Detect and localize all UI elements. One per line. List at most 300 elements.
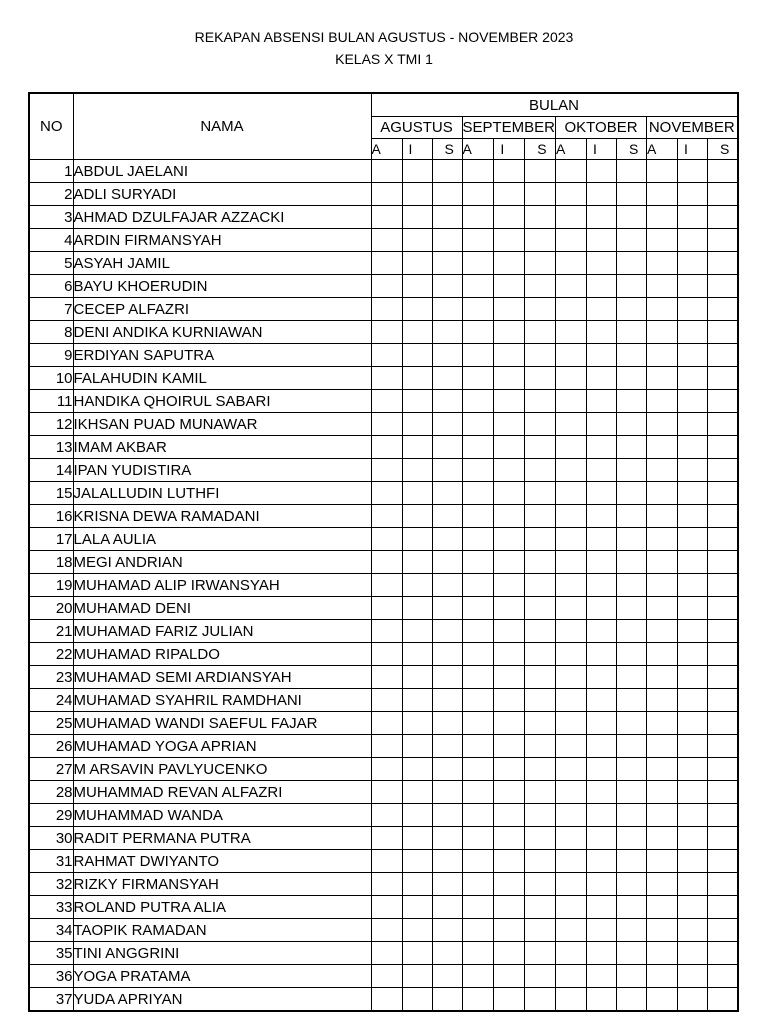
table-row [29, 758, 738, 781]
attendance-cell [525, 712, 556, 735]
row-number: 13 [29, 436, 73, 459]
attendance-cell [556, 735, 587, 758]
attendance-cell [678, 896, 708, 919]
attendance-cell [556, 942, 587, 965]
attendance-cell [432, 206, 462, 229]
attendance-cell [494, 252, 525, 275]
attendance-cell [556, 160, 587, 183]
table-row [29, 735, 738, 758]
attendance-cell [678, 321, 708, 344]
attendance-cell [647, 390, 678, 413]
attendance-cell [525, 896, 556, 919]
row-number: 16 [29, 505, 73, 528]
student-name: MUHAMAD SEMI ARDIANSYAH [73, 666, 371, 689]
attendance-cell [494, 965, 525, 988]
table-row [29, 988, 738, 1012]
row-number: 32 [29, 873, 73, 896]
attendance-cell [617, 735, 647, 758]
attendance-cell [617, 781, 647, 804]
attendance-cell [678, 850, 708, 873]
row-number: 23 [29, 666, 73, 689]
attendance-cell [371, 919, 402, 942]
attendance-cell [556, 275, 587, 298]
attendance-cell [494, 758, 525, 781]
attendance-cell [525, 942, 556, 965]
row-number: 11 [29, 390, 73, 413]
attendance-cell [678, 344, 708, 367]
attendance-cell [402, 252, 432, 275]
attendance-cell [494, 620, 525, 643]
attendance-cell [587, 712, 617, 735]
attendance-cell [462, 436, 494, 459]
row-number: 12 [29, 413, 73, 436]
attendance-cell [462, 229, 494, 252]
attendance-cell [708, 942, 738, 965]
attendance-cell [708, 712, 738, 735]
attendance-cell [587, 229, 617, 252]
attendance-cell [525, 252, 556, 275]
attendance-cell [432, 988, 462, 1012]
attendance-cell [462, 528, 494, 551]
row-number: 9 [29, 344, 73, 367]
attendance-cell [678, 160, 708, 183]
attendance-cell [587, 298, 617, 321]
row-number: 35 [29, 942, 73, 965]
attendance-cell [462, 597, 494, 620]
table-row [29, 436, 738, 459]
attendance-cell [525, 965, 556, 988]
attendance-cell [617, 505, 647, 528]
attendance-cell [587, 919, 617, 942]
attendance-cell [432, 505, 462, 528]
attendance-cell [587, 827, 617, 850]
attendance-cell [525, 597, 556, 620]
subheader-oktober-s: S [617, 139, 647, 160]
attendance-cell [462, 620, 494, 643]
attendance-cell [678, 919, 708, 942]
attendance-cell [647, 896, 678, 919]
attendance-cell [462, 942, 494, 965]
attendance-cell [647, 252, 678, 275]
attendance-cell [617, 620, 647, 643]
table-row [29, 390, 738, 413]
attendance-cell [525, 436, 556, 459]
attendance-cell [556, 896, 587, 919]
attendance-cell [371, 229, 402, 252]
attendance-cell [556, 252, 587, 275]
attendance-cell [402, 551, 432, 574]
attendance-cell [678, 804, 708, 827]
attendance-cell [525, 643, 556, 666]
table-row [29, 183, 738, 206]
subheader-november-a: A [647, 139, 678, 160]
table-row [29, 873, 738, 896]
header-month-september: SEPTEMBER [462, 117, 556, 139]
table-row [29, 413, 738, 436]
attendance-cell [678, 643, 708, 666]
attendance-cell [371, 551, 402, 574]
attendance-cell [587, 275, 617, 298]
attendance-cell [494, 574, 525, 597]
attendance-cell [371, 367, 402, 390]
attendance-cell [462, 321, 494, 344]
attendance-cell [617, 804, 647, 827]
attendance-cell [371, 735, 402, 758]
attendance-cell [494, 160, 525, 183]
table-row [29, 344, 738, 367]
attendance-cell [617, 252, 647, 275]
header-month-group: BULAN [371, 93, 738, 117]
attendance-cell [462, 344, 494, 367]
attendance-cell [494, 298, 525, 321]
subheader-agustus-a: A [371, 139, 402, 160]
attendance-cell [462, 459, 494, 482]
attendance-cell [462, 160, 494, 183]
attendance-cell [494, 321, 525, 344]
attendance-cell [678, 436, 708, 459]
attendance-cell [708, 597, 738, 620]
attendance-cell [556, 551, 587, 574]
subheader-september-a: A [462, 139, 494, 160]
attendance-cell [371, 459, 402, 482]
attendance-cell [647, 689, 678, 712]
row-number: 24 [29, 689, 73, 712]
table-row [29, 965, 738, 988]
attendance-cell [708, 160, 738, 183]
student-name: AHMAD DZULFAJAR AZZACKI [73, 206, 371, 229]
attendance-cell [402, 344, 432, 367]
attendance-cell [525, 459, 556, 482]
attendance-cell [678, 597, 708, 620]
attendance-cell [587, 804, 617, 827]
attendance-cell [678, 298, 708, 321]
attendance-cell [402, 160, 432, 183]
attendance-cell [462, 965, 494, 988]
attendance-cell [525, 781, 556, 804]
attendance-cell [494, 229, 525, 252]
attendance-cell [371, 873, 402, 896]
attendance-cell [587, 781, 617, 804]
attendance-cell [525, 229, 556, 252]
attendance-cell [556, 666, 587, 689]
student-name: IMAM AKBAR [73, 436, 371, 459]
attendance-cell [556, 919, 587, 942]
attendance-cell [708, 735, 738, 758]
table-row [29, 850, 738, 873]
attendance-cell [587, 873, 617, 896]
attendance-cell [647, 229, 678, 252]
student-name: YOGA PRATAMA [73, 965, 371, 988]
attendance-cell [708, 781, 738, 804]
attendance-cell [556, 712, 587, 735]
attendance-cell [556, 321, 587, 344]
attendance-cell [371, 482, 402, 505]
student-name: DENI ANDIKA KURNIAWAN [73, 321, 371, 344]
attendance-cell [708, 528, 738, 551]
attendance-cell [587, 942, 617, 965]
attendance-cell [432, 781, 462, 804]
attendance-cell [402, 689, 432, 712]
attendance-cell [371, 712, 402, 735]
attendance-cell [647, 551, 678, 574]
attendance-cell [525, 206, 556, 229]
attendance-cell [402, 827, 432, 850]
attendance-cell [587, 321, 617, 344]
attendance-cell [617, 390, 647, 413]
row-number: 37 [29, 988, 73, 1012]
attendance-cell [402, 597, 432, 620]
attendance-cell [462, 482, 494, 505]
row-number: 20 [29, 597, 73, 620]
attendance-cell [617, 689, 647, 712]
attendance-cell [462, 873, 494, 896]
row-number: 28 [29, 781, 73, 804]
attendance-cell [462, 298, 494, 321]
attendance-cell [371, 574, 402, 597]
attendance-cell [494, 896, 525, 919]
student-name: LALA AULIA [73, 528, 371, 551]
attendance-cell [647, 344, 678, 367]
attendance-cell [462, 574, 494, 597]
row-number: 34 [29, 919, 73, 942]
attendance-cell [708, 827, 738, 850]
attendance-cell [494, 206, 525, 229]
table-row [29, 689, 738, 712]
student-name: ERDIYAN SAPUTRA [73, 344, 371, 367]
document-title: REKAPAN ABSENSI BULAN AGUSTUS - NOVEMBER 2023 [194, 29, 574, 45]
table-row [29, 298, 738, 321]
table-row [29, 666, 738, 689]
attendance-cell [556, 436, 587, 459]
table-row [29, 551, 738, 574]
attendance-cell [432, 666, 462, 689]
attendance-cell [432, 873, 462, 896]
subheader-oktober-i: I [587, 139, 617, 160]
attendance-cell [371, 988, 402, 1012]
subheader-september-i: I [494, 139, 525, 160]
attendance-cell [647, 758, 678, 781]
attendance-cell [617, 436, 647, 459]
student-name: MUHAMAD YOGA APRIAN [73, 735, 371, 758]
attendance-cell [494, 919, 525, 942]
attendance-cell [432, 367, 462, 390]
attendance-cell [708, 689, 738, 712]
attendance-cell [708, 574, 738, 597]
attendance-cell [708, 620, 738, 643]
student-name: MUHAMAD WANDI SAEFUL FAJAR [73, 712, 371, 735]
attendance-cell [371, 597, 402, 620]
attendance-cell [432, 689, 462, 712]
attendance-cell [494, 689, 525, 712]
attendance-cell [402, 183, 432, 206]
attendance-cell [525, 758, 556, 781]
attendance-cell [678, 206, 708, 229]
attendance-cell [647, 919, 678, 942]
student-name: YUDA APRIYAN [73, 988, 371, 1012]
attendance-cell [556, 344, 587, 367]
row-number: 1 [29, 160, 73, 183]
student-name: M ARSAVIN PAVLYUCENKO [73, 758, 371, 781]
attendance-cell [587, 436, 617, 459]
attendance-cell [402, 850, 432, 873]
student-name: RIZKY FIRMANSYAH [73, 873, 371, 896]
attendance-cell [494, 781, 525, 804]
attendance-cell [402, 781, 432, 804]
attendance-cell [432, 321, 462, 344]
attendance-cell [371, 505, 402, 528]
student-name: MEGI ANDRIAN [73, 551, 371, 574]
attendance-cell [432, 620, 462, 643]
attendance-cell [494, 367, 525, 390]
attendance-cell [617, 229, 647, 252]
row-number: 31 [29, 850, 73, 873]
row-number: 15 [29, 482, 73, 505]
subheader-november-i: I [678, 139, 708, 160]
attendance-cell [525, 666, 556, 689]
attendance-cell [556, 781, 587, 804]
attendance-cell [432, 965, 462, 988]
attendance-cell [617, 459, 647, 482]
attendance-cell [462, 712, 494, 735]
attendance-cell [432, 298, 462, 321]
table-row [29, 528, 738, 551]
student-name: CECEP ALFAZRI [73, 298, 371, 321]
attendance-cell [371, 643, 402, 666]
student-name: JALALLUDIN LUTHFI [73, 482, 371, 505]
table-row [29, 482, 738, 505]
table-row [29, 275, 738, 298]
row-number: 27 [29, 758, 73, 781]
student-name: FALAHUDIN KAMIL [73, 367, 371, 390]
attendance-cell [432, 252, 462, 275]
attendance-cell [678, 528, 708, 551]
attendance-cell [647, 459, 678, 482]
attendance-cell [647, 712, 678, 735]
attendance-cell [432, 275, 462, 298]
attendance-cell [708, 298, 738, 321]
attendance-cell [525, 919, 556, 942]
attendance-cell [494, 505, 525, 528]
attendance-cell [647, 482, 678, 505]
attendance-cell [647, 413, 678, 436]
attendance-cell [494, 413, 525, 436]
attendance-cell [462, 896, 494, 919]
row-number: 10 [29, 367, 73, 390]
attendance-cell [617, 896, 647, 919]
attendance-cell [678, 275, 708, 298]
attendance-cell [371, 183, 402, 206]
table-row [29, 643, 738, 666]
attendance-cell [617, 574, 647, 597]
attendance-cell [402, 919, 432, 942]
attendance-cell [462, 390, 494, 413]
attendance-cell [402, 804, 432, 827]
attendance-cell [647, 643, 678, 666]
attendance-cell [556, 206, 587, 229]
attendance-cell [494, 183, 525, 206]
attendance-cell [371, 942, 402, 965]
attendance-cell [556, 574, 587, 597]
table-row [29, 620, 738, 643]
table-row [29, 459, 738, 482]
attendance-cell [402, 275, 432, 298]
attendance-cell [587, 344, 617, 367]
attendance-cell [708, 390, 738, 413]
attendance-cell [617, 850, 647, 873]
attendance-cell [647, 850, 678, 873]
attendance-cell [432, 344, 462, 367]
table-row [29, 574, 738, 597]
attendance-cell [494, 827, 525, 850]
attendance-cell [494, 344, 525, 367]
attendance-cell [617, 666, 647, 689]
attendance-cell [402, 873, 432, 896]
attendance-cell [462, 551, 494, 574]
attendance-cell [708, 804, 738, 827]
header-month-november: NOVEMBER [647, 117, 738, 139]
table-row [29, 942, 738, 965]
attendance-cell [432, 183, 462, 206]
attendance-cell [647, 574, 678, 597]
attendance-cell [617, 275, 647, 298]
attendance-cell [525, 298, 556, 321]
attendance-cell [678, 666, 708, 689]
row-number: 7 [29, 298, 73, 321]
attendance-cell [494, 942, 525, 965]
attendance-cell [432, 597, 462, 620]
attendance-cell [525, 988, 556, 1012]
attendance-cell [371, 413, 402, 436]
attendance-cell [678, 965, 708, 988]
attendance-cell [402, 367, 432, 390]
attendance-cell [494, 850, 525, 873]
table-row [29, 712, 738, 735]
attendance-cell [556, 298, 587, 321]
student-name: MUHAMMAD WANDA [73, 804, 371, 827]
attendance-cell [462, 505, 494, 528]
attendance-cell [371, 252, 402, 275]
row-number: 3 [29, 206, 73, 229]
attendance-cell [708, 758, 738, 781]
attendance-cell [587, 689, 617, 712]
attendance-cell [494, 551, 525, 574]
attendance-cell [462, 689, 494, 712]
attendance-cell [587, 758, 617, 781]
attendance-cell [556, 459, 587, 482]
attendance-cell [708, 965, 738, 988]
attendance-cell [647, 781, 678, 804]
table-row [29, 252, 738, 275]
attendance-cell [678, 482, 708, 505]
attendance-cell [678, 942, 708, 965]
row-number: 17 [29, 528, 73, 551]
table-row [29, 505, 738, 528]
row-number: 14 [29, 459, 73, 482]
attendance-cell [494, 643, 525, 666]
attendance-cell [647, 505, 678, 528]
attendance-cell [432, 160, 462, 183]
attendance-cell [678, 183, 708, 206]
attendance-cell [494, 528, 525, 551]
attendance-cell [617, 183, 647, 206]
table-row [29, 804, 738, 827]
attendance-cell [556, 183, 587, 206]
attendance-cell [556, 528, 587, 551]
attendance-cell [371, 850, 402, 873]
attendance-cell [678, 781, 708, 804]
row-number: 5 [29, 252, 73, 275]
attendance-cell [556, 482, 587, 505]
